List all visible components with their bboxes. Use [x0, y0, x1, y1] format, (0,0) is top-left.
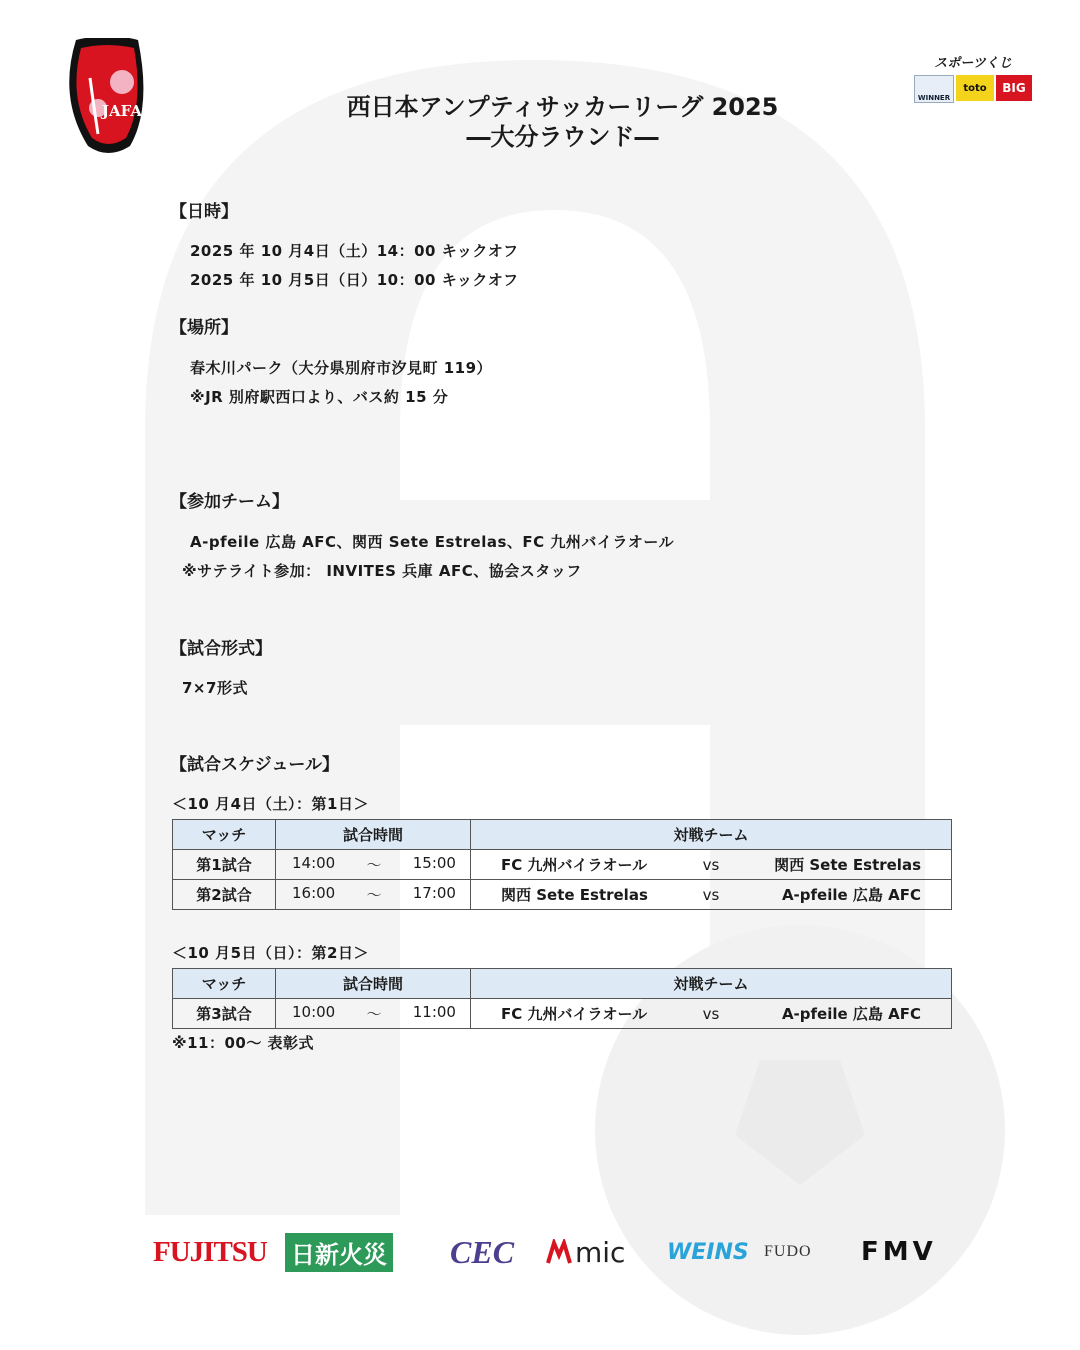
fujitsu-logo: FUJITSU [153, 1235, 267, 1268]
tilde: ～ [366, 886, 382, 904]
end-time: 11:00 [412, 1003, 456, 1021]
tilde: ～ [366, 856, 382, 874]
schedule-day1-label: ＜10 月4日（土）：第1日＞ [172, 795, 369, 813]
vs-label: vs [702, 855, 720, 874]
datetime-line-2: 2025 年 10 月5日（日）10：00 キックオフ [190, 271, 519, 289]
col-header-match: マッチ [173, 969, 276, 999]
teams-line-2: ※サテライト参加： INVITES 兵庫 AFC、協会スタッフ [182, 562, 582, 580]
end-time: 17:00 [412, 884, 456, 902]
teams-line-1: A-pfeile 広島 AFC、関西 Sete Estrelas、FC 九州バイラオール [190, 533, 675, 551]
time-cell [276, 850, 471, 880]
jafa-logo-text: JAFA [101, 102, 143, 120]
time-cell [276, 999, 471, 1029]
team-a: FC 九州バイラオール [501, 856, 648, 874]
toto-logo: toto [956, 75, 994, 101]
sports-kuji-title: スポーツくじ [934, 56, 1012, 71]
time-cell [276, 880, 471, 910]
table-header-row [173, 969, 952, 999]
vs-label: vs [702, 1004, 720, 1023]
team-b: A-pfeile 広島 AFC [781, 1005, 921, 1023]
teams-cell [471, 999, 952, 1029]
schedule-heading: 【試合スケジュール】 [170, 755, 339, 775]
mic-mark-icon [546, 1239, 572, 1265]
table-row [173, 999, 952, 1029]
col-header-time: 試合時間 [276, 969, 471, 999]
start-time: 16:00 [292, 884, 336, 902]
match-cell: 第1試合 [173, 850, 276, 880]
venue-heading: 【場所】 [170, 318, 238, 338]
mic-logo: mic [546, 1232, 625, 1272]
page-title-line2: ―大分ラウンド― [466, 123, 659, 151]
weins-logo: WEINS [667, 1239, 749, 1265]
fudo-logo: FUDO [764, 1243, 812, 1260]
col-header-match: マッチ [173, 820, 276, 850]
teams-cell [471, 850, 952, 880]
nisshin-kasai-logo: 日新火災 [285, 1232, 393, 1272]
start-time: 14:00 [292, 854, 336, 872]
big-logo: BIG [996, 75, 1032, 101]
tilde: ～ [366, 1005, 382, 1023]
match-cell: 第2試合 [173, 880, 276, 910]
format-value: 7×7形式 [182, 679, 248, 697]
col-header-teams: 対戦チーム [471, 969, 952, 999]
end-time: 15:00 [412, 854, 456, 872]
fmv-logo: FMV [861, 1237, 937, 1267]
schedule-note: ※11：00～ 表彰式 [172, 1034, 315, 1052]
table-row [173, 850, 952, 880]
winner-logo: WINNER [914, 75, 954, 103]
datetime-line-1: 2025 年 10 月4日（土）14：00 キックオフ [190, 242, 519, 260]
col-header-time: 試合時間 [276, 820, 471, 850]
team-a: FC 九州バイラオール [501, 1005, 648, 1023]
cec-logo: CEC [450, 1233, 515, 1270]
col-header-teams: 対戦チーム [471, 820, 952, 850]
teams-heading: 【参加チーム】 [170, 492, 289, 512]
venue-line-2: ※JR 別府駅西口より、バス約 15 分 [190, 388, 449, 406]
schedule-table-day1 [172, 819, 952, 910]
venue-line-1: 春木川パーク（大分県別府市汐見町 119） [190, 359, 493, 377]
team-b: A-pfeile 広島 AFC [781, 886, 921, 904]
schedule-table-day2 [172, 968, 952, 1029]
table-header-row [173, 820, 952, 850]
team-a: 関西 Sete Estrelas [501, 886, 648, 904]
start-time: 10:00 [292, 1003, 336, 1021]
teams-cell [471, 880, 952, 910]
match-cell: 第3試合 [173, 999, 276, 1029]
vs-label: vs [702, 885, 720, 904]
table-row [173, 880, 952, 910]
team-b: 関西 Sete Estrelas [774, 856, 921, 874]
format-heading: 【試合形式】 [170, 639, 272, 659]
page-title-line1: 西日本アンプティサッカーリーグ 2025 [346, 93, 779, 121]
datetime-heading: 【日時】 [170, 202, 238, 222]
schedule-day2-label: ＜10 月5日（日）：第2日＞ [172, 944, 369, 962]
